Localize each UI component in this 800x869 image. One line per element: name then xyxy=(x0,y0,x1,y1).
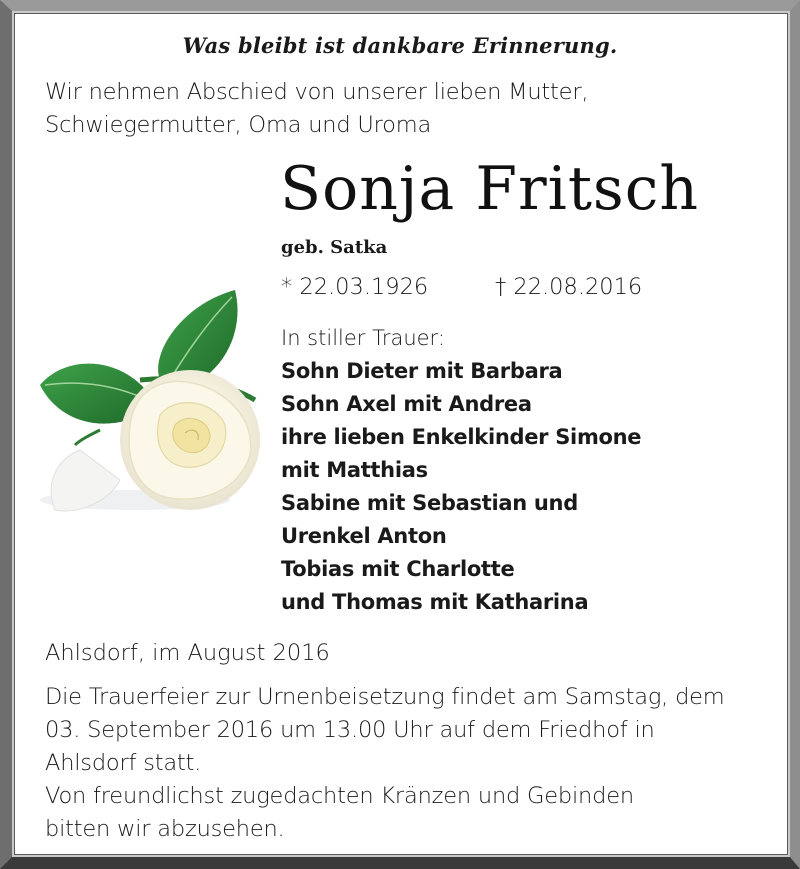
notice-line: 03. September 2016 um 13.00 Uhr auf dem Friedhof in xyxy=(45,717,655,743)
mourner-line: mit Matthias xyxy=(281,458,428,482)
mourners-section xyxy=(281,322,761,619)
notice-line: Von freundlichst zugedachten Kränzen und Gebinden xyxy=(45,783,634,809)
place-date: Ahlsdorf, im August 2016 xyxy=(45,640,330,666)
mourner-line: Urenkel Anton xyxy=(281,524,447,548)
mourner-line: Sabine mit Sebastian und xyxy=(281,491,578,515)
birth-date: * 22.03.1926 xyxy=(281,274,429,300)
notice-line: Ahlsdorf statt. xyxy=(45,750,202,776)
mourner-line: Tobias mit Charlotte xyxy=(281,557,515,581)
mourning-heading: In stiller Trauer: xyxy=(281,326,445,350)
motto: Was bleibt ist dankbare Erinnerung. xyxy=(182,33,618,58)
mourner-line: ihre lieben Enkelkinder Simone xyxy=(281,425,642,449)
deceased-name: Sonja Fritsch xyxy=(280,154,699,224)
funeral-notice xyxy=(45,681,765,846)
intro-text xyxy=(45,76,745,142)
intro-line: Schwiegermutter, Oma und Uroma xyxy=(45,112,432,138)
notice-line: Die Trauerfeier zur Urnenbeisetzung findet am Samstag, dem xyxy=(45,684,725,710)
death-date: † 22.08.2016 xyxy=(495,274,643,300)
notice-line: bitten wir abzusehen. xyxy=(45,816,285,842)
white-rose-icon xyxy=(40,285,275,530)
mourner-line: Sohn Axel mit Andrea xyxy=(281,392,532,416)
mourner-line: Sohn Dieter mit Barbara xyxy=(281,359,563,383)
mourner-line: und Thomas mit Katharina xyxy=(281,590,589,614)
maiden-name: geb. Satka xyxy=(281,237,388,258)
intro-line: Wir nehmen Abschied von unserer lieben Mutter, xyxy=(45,79,589,105)
